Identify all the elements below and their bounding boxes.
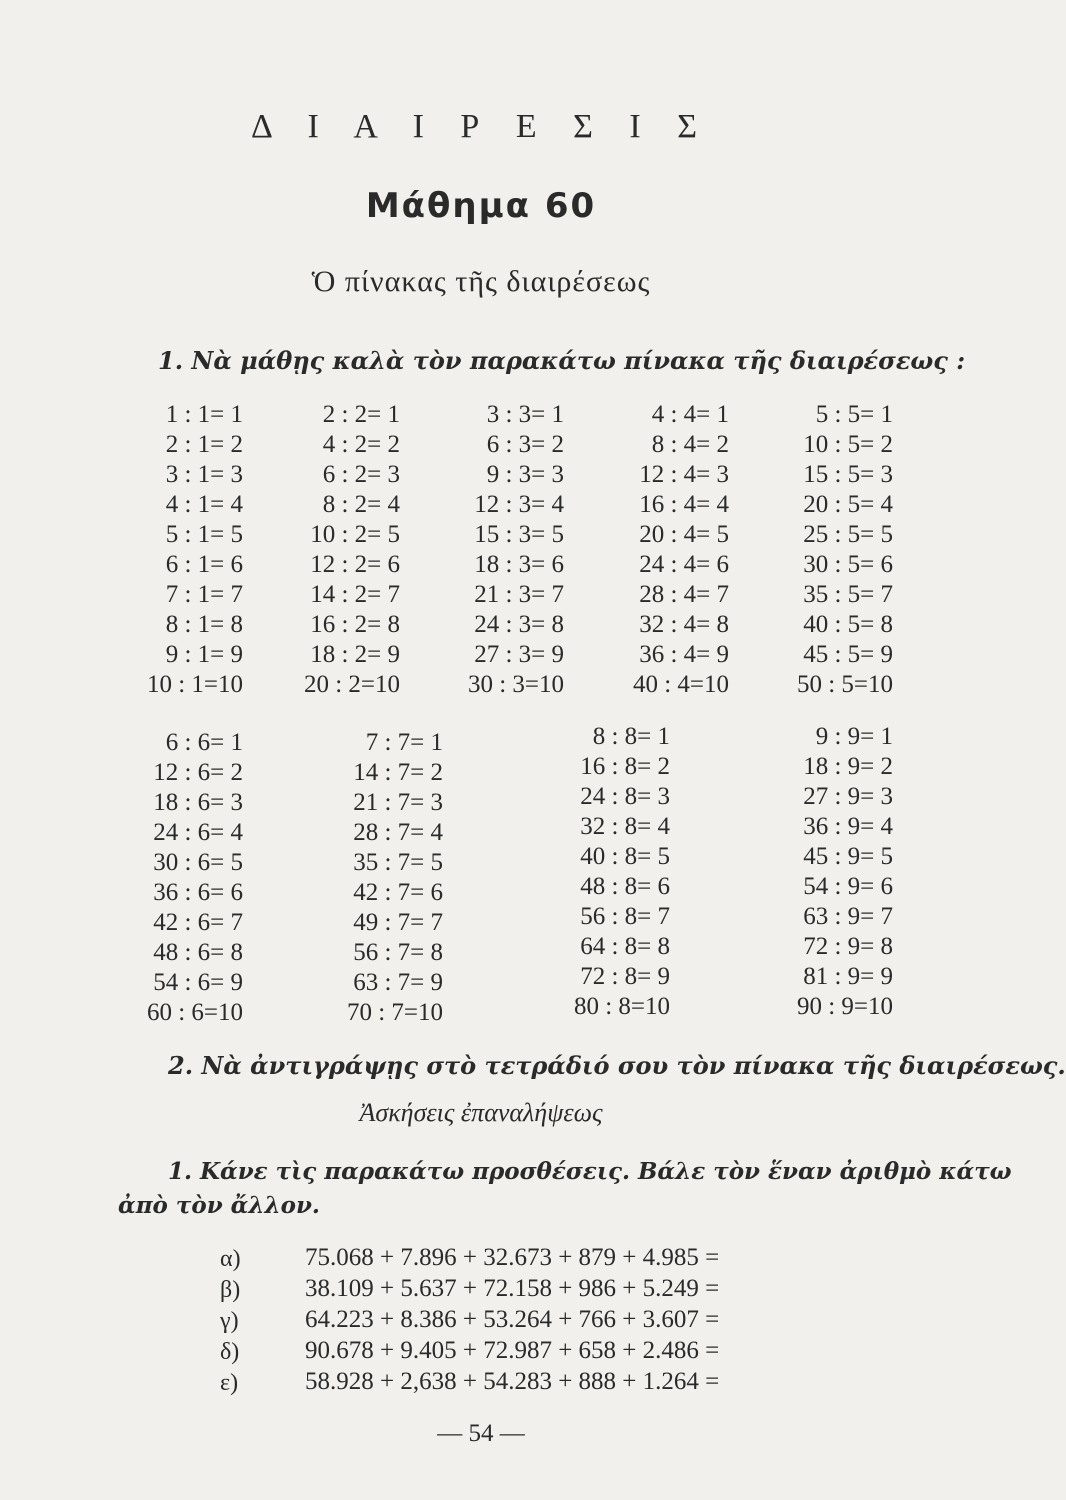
division-column-9 <box>797 722 893 1022</box>
lesson-title: Μάθημα 60 <box>365 186 597 226</box>
table-row: 20 : 2=10 <box>303 671 400 698</box>
table-row: 49 : 7= 7 <box>353 909 443 936</box>
table-row: 3 : 3= 1 <box>486 401 564 428</box>
table-row: 56 : 7= 8 <box>353 939 443 966</box>
table-row: 8 : 8= 1 <box>592 723 670 750</box>
table-row: 45 : 5= 9 <box>803 641 893 668</box>
table-row: 9 : 1= 9 <box>165 641 243 668</box>
table-row: 50 : 5=10 <box>796 671 893 698</box>
table-row: 27 : 9= 3 <box>803 783 893 810</box>
table-row: 16 : 2= 8 <box>310 611 400 638</box>
exercise-expression: 38.109 + 5.637 + 72.158 + 986 + 5.249 = <box>305 1275 720 1302</box>
table-row: 9 : 3= 3 <box>486 461 564 488</box>
table-row: 36 : 6= 6 <box>153 879 243 906</box>
table-row: 32 : 8= 4 <box>580 813 670 840</box>
table-row: 8 : 2= 4 <box>322 491 400 518</box>
table-row: 15 : 3= 5 <box>474 521 564 548</box>
table-row: 1 : 1= 1 <box>165 401 243 428</box>
exercise-label: γ) <box>220 1308 239 1334</box>
division-column-2 <box>304 400 400 700</box>
table-row: 18 : 3= 6 <box>474 551 564 578</box>
table-row: 5 : 1= 5 <box>165 521 243 548</box>
table-row: 48 : 6= 8 <box>153 939 243 966</box>
table-row: 24 : 8= 3 <box>580 783 670 810</box>
table-row: 12 : 3= 4 <box>474 491 564 518</box>
table-row: 40 : 4=10 <box>632 671 729 698</box>
table-row: 21 : 3= 7 <box>474 581 564 608</box>
table-row: 42 : 7= 6 <box>353 879 443 906</box>
table-row: 24 : 4= 6 <box>639 551 729 578</box>
division-column-1 <box>147 400 243 700</box>
table-row: 28 : 4= 7 <box>639 581 729 608</box>
table-row: 25 : 5= 5 <box>803 521 893 548</box>
division-column-8 <box>574 722 670 1022</box>
table-row: 20 : 4= 5 <box>639 521 729 548</box>
table-row: 8 : 4= 2 <box>651 431 729 458</box>
table-row: 36 : 4= 9 <box>639 641 729 668</box>
table-row: 18 : 9= 2 <box>803 753 893 780</box>
table-row: 7 : 1= 7 <box>165 581 243 608</box>
table-row: 12 : 4= 3 <box>639 461 729 488</box>
table-row: 21 : 7= 3 <box>353 789 443 816</box>
table-row: 6 : 3= 2 <box>486 431 564 458</box>
exercise-expression: 58.928 + 2,638 + 54.283 + 888 + 1.264 = <box>305 1368 720 1395</box>
exercise-label: α) <box>220 1246 241 1272</box>
division-column-7 <box>347 728 443 1028</box>
table-row: 5 : 5= 1 <box>815 401 893 428</box>
table-row: 42 : 6= 7 <box>153 909 243 936</box>
table-row: 54 : 6= 9 <box>153 969 243 996</box>
table-row: 30 : 3=10 <box>467 671 564 698</box>
table-row: 9 : 9= 1 <box>815 723 893 750</box>
table-row: 60 : 6=10 <box>146 999 243 1026</box>
page-number: — 54 — <box>437 1420 525 1447</box>
instruction-copy-table: 2. Νὰ ἀντιγράψῃς στὸ τετράδιό σου τὸν πίνακα τῆς διαιρέσεως. <box>168 1051 1066 1080</box>
exercise-expression: 90.678 + 9.405 + 72.987 + 658 + 2.486 = <box>305 1337 720 1364</box>
table-row: 81 : 9= 9 <box>803 963 893 990</box>
exercise-instruction-line1: 1. Κάνε τὶς παρακάτω προσθέσεις. Βάλε τὸν ἕναν ἀριθμὸ κάτω <box>168 1158 1012 1185</box>
table-row: 10 : 5= 2 <box>803 431 893 458</box>
table-row: 24 : 3= 8 <box>474 611 564 638</box>
table-row: 7 : 7= 1 <box>365 729 443 756</box>
instruction-learn-table: 1. Νὰ μάθῃς καλὰ τὸν παρακάτω πίνακα τῆς διαιρέσεως : <box>158 346 966 375</box>
table-row: 4 : 1= 4 <box>165 491 243 518</box>
division-column-5 <box>797 400 893 700</box>
table-row: 63 : 7= 9 <box>353 969 443 996</box>
table-row: 28 : 7= 4 <box>353 819 443 846</box>
exercise-expression: 75.068 + 7.896 + 32.673 + 879 + 4.985 = <box>305 1244 720 1271</box>
table-row: 35 : 7= 5 <box>353 849 443 876</box>
table-row: 80 : 8=10 <box>573 993 670 1020</box>
table-row: 36 : 9= 4 <box>803 813 893 840</box>
table-row: 54 : 9= 6 <box>803 873 893 900</box>
table-row: 40 : 5= 8 <box>803 611 893 638</box>
division-column-4 <box>633 400 729 700</box>
table-row: 6 : 6= 1 <box>165 729 243 756</box>
table-row: 40 : 8= 5 <box>580 843 670 870</box>
table-row: 2 : 1= 2 <box>165 431 243 458</box>
exercise-label: ε) <box>220 1370 239 1396</box>
table-row: 14 : 2= 7 <box>310 581 400 608</box>
table-row: 10 : 1=10 <box>146 671 243 698</box>
table-row: 20 : 5= 4 <box>803 491 893 518</box>
table-row: 16 : 8= 2 <box>580 753 670 780</box>
section-subtitle: Ὁ πίνακας τῆς διαιρέσεως <box>311 265 651 298</box>
table-row: 27 : 3= 9 <box>474 641 564 668</box>
table-row: 12 : 2= 6 <box>310 551 400 578</box>
table-row: 64 : 8= 8 <box>580 933 670 960</box>
table-row: 15 : 5= 3 <box>803 461 893 488</box>
table-row: 35 : 5= 7 <box>803 581 893 608</box>
table-row: 8 : 1= 8 <box>165 611 243 638</box>
table-row: 72 : 8= 9 <box>580 963 670 990</box>
table-row: 14 : 7= 2 <box>353 759 443 786</box>
chapter-heading: Δ Ι Α Ι Ρ Ε Σ Ι Σ <box>250 108 711 145</box>
table-row: 4 : 2= 2 <box>322 431 400 458</box>
table-row: 6 : 2= 3 <box>322 461 400 488</box>
table-row: 18 : 2= 9 <box>310 641 400 668</box>
table-row: 45 : 9= 5 <box>803 843 893 870</box>
table-row: 72 : 9= 8 <box>803 933 893 960</box>
exercise-label: δ) <box>220 1339 240 1365</box>
division-column-3 <box>468 400 564 700</box>
table-row: 90 : 9=10 <box>796 993 893 1020</box>
table-row: 6 : 1= 6 <box>165 551 243 578</box>
division-column-6 <box>147 728 243 1028</box>
table-row: 30 : 5= 6 <box>803 551 893 578</box>
table-row: 3 : 1= 3 <box>165 461 243 488</box>
table-row: 10 : 2= 5 <box>310 521 400 548</box>
table-row: 32 : 4= 8 <box>639 611 729 638</box>
exercise-instruction-line2: ἀπὸ τὸν ἄλλον. <box>118 1192 320 1219</box>
exercise-label: β) <box>220 1277 241 1303</box>
exercises-heading: Ἀσκήσεις ἐπαναλήψεως <box>359 1098 603 1127</box>
table-row: 24 : 6= 4 <box>153 819 243 846</box>
table-row: 63 : 9= 7 <box>803 903 893 930</box>
table-row: 16 : 4= 4 <box>639 491 729 518</box>
table-row: 56 : 8= 7 <box>580 903 670 930</box>
exercise-expression: 64.223 + 8.386 + 53.264 + 766 + 3.607 = <box>305 1306 720 1333</box>
table-row: 70 : 7=10 <box>346 999 443 1026</box>
table-row: 30 : 6= 5 <box>153 849 243 876</box>
table-row: 48 : 8= 6 <box>580 873 670 900</box>
table-row: 2 : 2= 1 <box>322 401 400 428</box>
table-row: 4 : 4= 1 <box>651 401 729 428</box>
table-row: 18 : 6= 3 <box>153 789 243 816</box>
table-row: 12 : 6= 2 <box>153 759 243 786</box>
